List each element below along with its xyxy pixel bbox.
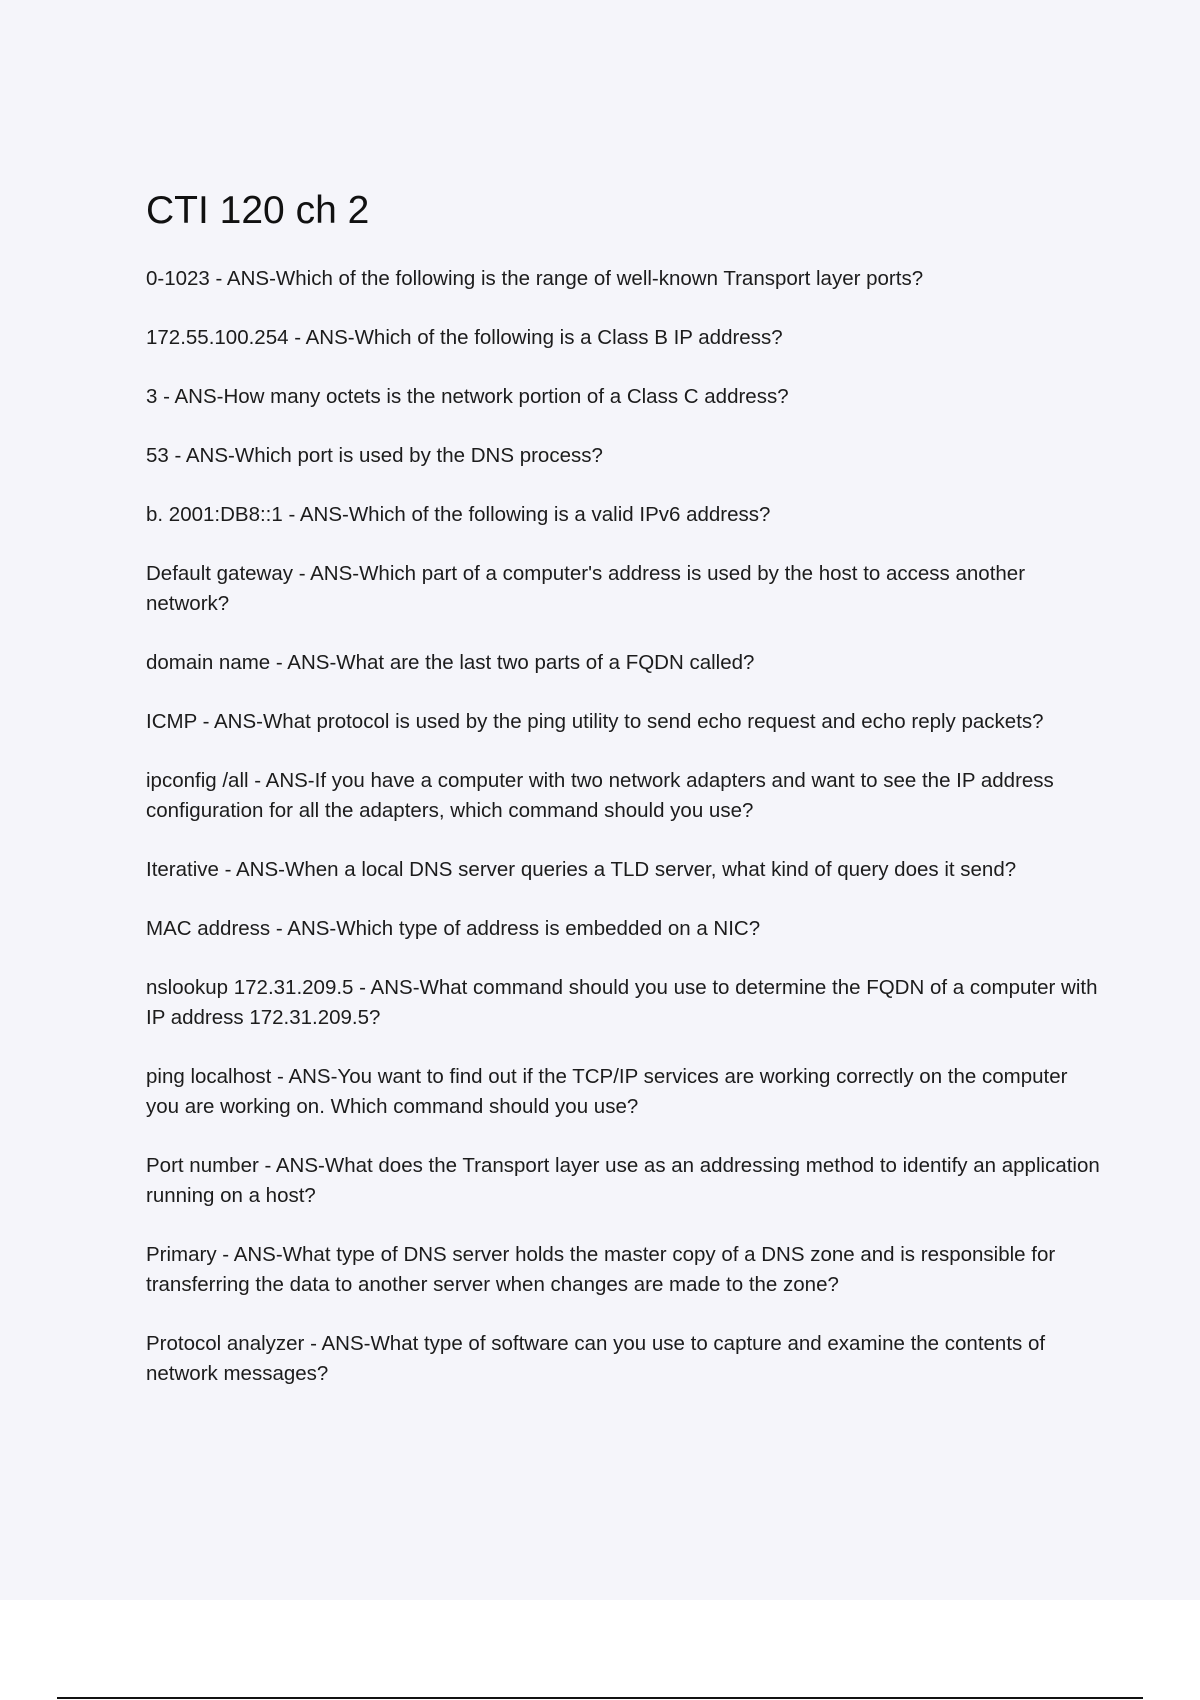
qa-item: 53 - ANS-Which port is used by the DNS process? — [146, 444, 603, 467]
qa-item: ICMP - ANS-What protocol is used by the ping utility to send echo request and echo reply packets? — [146, 710, 1044, 733]
qa-item: Primary - ANS-What type of DNS server holds the master copy of a DNS zone and is responsible for transferring the data to another server when changes are made to the zone? — [146, 1243, 1056, 1296]
qa-item: 3 - ANS-How many octets is the network portion of a Class C address? — [146, 385, 789, 408]
qa-item: Default gateway - ANS-Which part of a computer's address is used by the host to access another network? — [146, 562, 1026, 615]
document-title: CTI 120 ch 2 — [146, 189, 370, 232]
footer-rule — [57, 1697, 1143, 1699]
qa-item: ipconfig /all - ANS-If you have a computer with two network adapters and want to see the IP address configuration for all the adapters, which command should you use? — [146, 769, 1054, 822]
qa-item: nslookup 172.31.209.5 - ANS-What command should you use to determine the FQDN of a computer with IP address 172.31.209.5? — [146, 976, 1098, 1029]
qa-item: ping localhost - ANS-You want to find out if the TCP/IP services are working correctly on the computer you are working on. Which command should you use? — [146, 1065, 1068, 1118]
qa-list — [146, 264, 1106, 1389]
qa-item: MAC address - ANS-Which type of address is embedded on a NIC? — [146, 917, 761, 940]
document-content — [146, 186, 1106, 1418]
qa-item: 172.55.100.254 - ANS-Which of the following is a Class B IP address? — [146, 326, 783, 349]
qa-item: Iterative - ANS-When a local DNS server queries a TLD server, what kind of query does it send? — [146, 858, 1017, 881]
qa-item: b. 2001:DB8::1 - ANS-Which of the following is a valid IPv6 address? — [146, 503, 771, 526]
qa-item: domain name - ANS-What are the last two parts of a FQDN called? — [146, 651, 755, 674]
qa-item: 0-1023 - ANS-Which of the following is the range of well-known Transport layer ports? — [146, 267, 924, 290]
qa-item: Port number - ANS-What does the Transport layer use as an addressing method to identify an application running on a host? — [146, 1154, 1100, 1207]
qa-item: Protocol analyzer - ANS-What type of software can you use to capture and examine the contents of network messages? — [146, 1332, 1046, 1385]
